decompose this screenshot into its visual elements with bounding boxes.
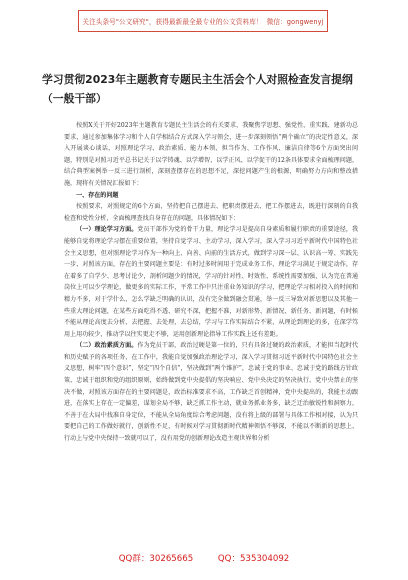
document-title: 学习贯彻2023年主题教育专题民主生活会个人对照检查发言提纲	[42, 73, 353, 86]
subsection-text: 作为党员干部，政治过硬是第一位的，只有具备过硬的政治素质，才能担当起时代和历史赋予的各项任务，在工作中，我能自觉加强政治理论学习，深入学习贯彻习近平新时代中国特色社会主义思想，树牢“四个意识”，坚定“四个自信”，坚决做到“两个维护”，忠诚于党的事业、忠诚于党的路线方针政策、忠诚于组织和党的组织原则，始终做到党中央提倡的坚决响应、党中央决定的坚决执行、党中央禁止的坚决不做，对照该方面存在的主要问题是，政治标准要求不高，工作缺乏首创精神，党中央提出的，我能主动跟进，在落实上存在一定偏差，谋划全局不够，缺乏抓工作主动，就业务抓业务多，缺乏迁治敏锐性和洞察力，不善于在大局中找准自身定位，不能从全局角度综合考虑问题，没有将上级的部署与具体工作相对接，认为只要把自己的工作做好就行，创新性不足，有时候对学习贯彻新时代精神领悟不够深，不能以不断新的思想上、行动上与党中央保持一致就可以了，没有用党的创新理论改造主观世界和分析	[64, 342, 358, 443]
qq-number: QQ：535304092	[217, 554, 290, 564]
document-subtitle: （一般干部）	[42, 92, 107, 105]
document-body	[64, 120, 358, 548]
body-paragraph	[64, 224, 358, 340]
body-paragraph	[64, 340, 358, 444]
section-heading: 一、存在的问题	[76, 191, 119, 199]
promo-text: 关注头条号"公文研究"，获得最新最全最专业的公文资料库！	[82, 18, 263, 26]
qq-group: QQ群：30265665	[118, 554, 194, 564]
wechat-id: 微信：gongwenyj	[266, 18, 324, 26]
subsection-text: 党员干部作为党的骨干力量，理论学习是提高自身素质和履行职责的重要途径，我能够自觉将理论学习摆在重要位置，坚持自觉学习、主动学习，深入学习，深入学习习近平新时代中国特色社会主义思想，但对照理论学习作为一种向上、向善、向前的生活方式，做到学习深一层、认识高一筹、实践先一步，对照该方面，存在的主要问题主要是：有时过多时间用于完成业务工作，理论学习满足于规定动作，存在着多了自学少、思考讨论少，剖析问题少的情况，学习的针对性、时效性、系统性需要加强，认为完在普通岗位上可以少学理论，做更多的实际工作，平常工作中只注重业务知识的学习，把理论学习相对投入的时间和精力不多，对于学什么、怎么学缺乏明确的认识，没有完全做到融会贯通，举一反三导致对新思想以及其他一些重大理论问题，在某些方面吃得不透、研究不深，把握不准，对新形势、新情况、新任务、新问题，有时候不能从理论高度去分析、去把握、去处理，去总结，学习与工作实际结合不紧，从理论到理论的多，在深学笃用上用功较少，推动学以往实更走不够，运用创新理论指导工作实践上还有差距。	[64, 226, 358, 338]
subsection-label: （一）理论学习方面。	[76, 226, 138, 234]
intro-paragraph: 按照X关于开好2023年主题教育专题民主生活会的有关要求，我聚焦学思想、强党性、重实践、建新功总要求，通过参加集体学习和个人自学相结合方式深入学习领会，进一步深刻领悟“两个确立”的决定性意义，深入开展谈心谈话，对照理论学习、政治素质、能力本领、担当作为、工作作风、廉洁自律等6个方面突出问题，特别是对照习近平总书记关于以学铸魂、以学增智、以学正风、以学促干的12条具体要求全面梳理问题，结合典型案例举一反三进行剖析，深刻查摆存在的思想不足，深挖问题产生的根源，明确努力方向和整改措施，现将有关情况汇报如下：	[64, 122, 358, 187]
subsection-label: （二）政治素质方面。	[76, 342, 138, 350]
body-paragraph: 按照要求，对照规定的6个方面，坚持把自己摆进去、把职责摆进去、把工作摆进去，既进行深刻的自我检查和党性分析，全面梳理查找自身存在的问题，具体情况如下：	[64, 203, 358, 222]
contact-footer	[0, 552, 408, 564]
promo-banner	[78, 10, 328, 32]
